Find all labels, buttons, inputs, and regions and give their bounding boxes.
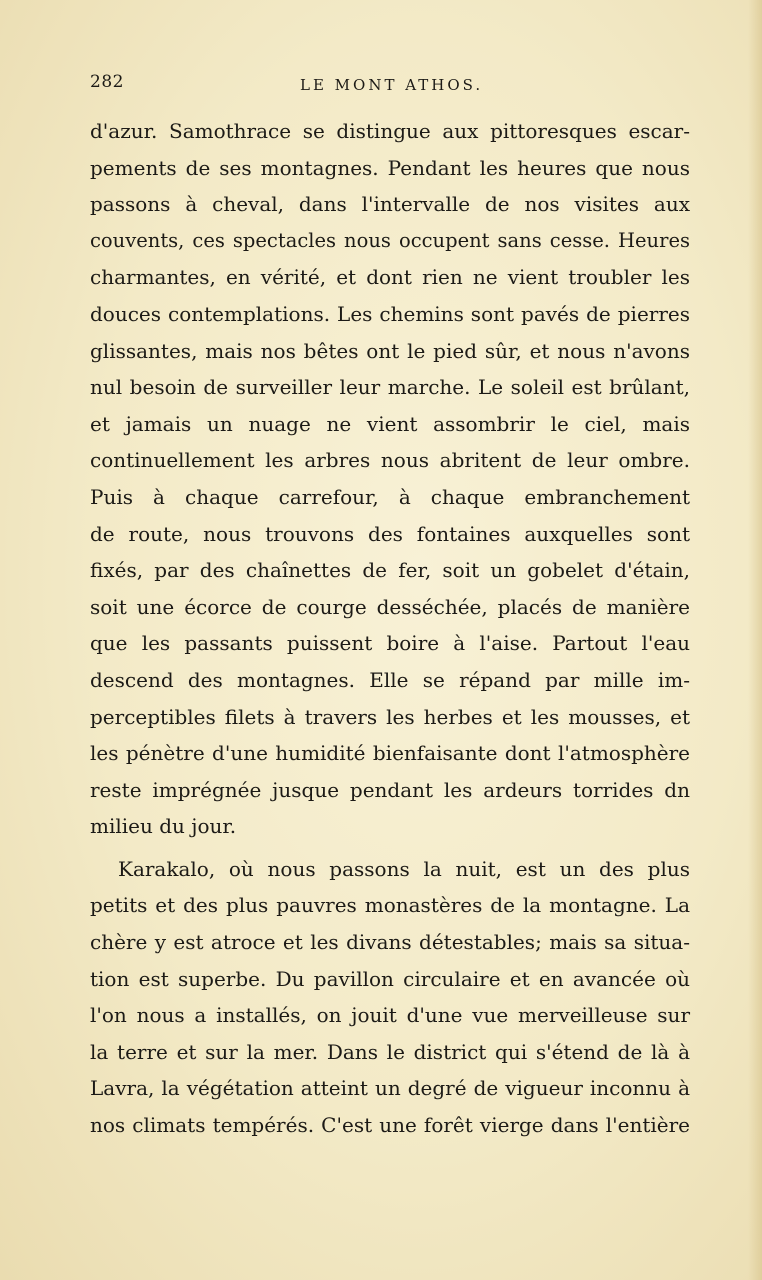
text-line: et jamais un nuage ne vient assombrir le ciel, mais <box>90 411 690 436</box>
text-line: soit une écorce de courge desséchée, placés de manière <box>90 594 690 619</box>
text-line: descend des montagnes. Elle se répand par mille im- <box>90 667 690 692</box>
text-line: tion est superbe. Du pavillon circulaire et en avancée où <box>90 966 690 991</box>
paragraph <box>90 113 690 845</box>
text-line: nul besoin de surveiller leur marche. Le soleil est brûlant, <box>90 375 690 400</box>
text-line: perceptibles filets à travers les herbes et les mousses, et <box>90 704 690 729</box>
text-line: milieu du jour. <box>90 814 237 839</box>
text-line: les pénètre d'une humidité bienfaisante dont l'atmosphère <box>90 741 690 766</box>
text-line: de route, nous trouvons des fontaines auxquelles sont <box>90 521 690 546</box>
text-line: Puis à chaque carrefour, à chaque embranchement <box>90 484 690 509</box>
text-line: fixés, par des chaînettes de fer, soit un gobelet d'étain, <box>90 558 690 583</box>
text-line: glissantes, mais nos bêtes ont le pied sûr, et nous n'avons <box>90 338 690 363</box>
page-number: 282 <box>90 72 124 92</box>
text-line: d'azur. Samothrace se distingue aux pittoresques escar- <box>90 119 690 143</box>
text-line: passons à cheval, dans l'intervalle de nos visites aux <box>90 192 690 217</box>
page-edge-shadow <box>748 0 762 1280</box>
text-line: l'on nous a installés, on jouit d'une vue merveilleuse sur <box>90 1003 690 1028</box>
page-header <box>90 72 690 102</box>
text-line: charmantes, en vérité, et dont rien ne vient troubler les <box>90 265 690 290</box>
text-line: Lavra, la végétation atteint un degré de vigueur inconnu à <box>90 1076 690 1101</box>
text-line: reste imprégnée jusque pendant les ardeurs torrides dn <box>90 777 690 802</box>
text-line: chère y est atroce et les divans détestables; mais sa situa- <box>90 930 690 955</box>
text-line: couvents, ces spectacles nous occupent sans cesse. Heures <box>90 228 690 252</box>
text-line: continuellement les arbres nous abritent de leur ombre. <box>90 448 690 473</box>
text-line: douces contemplations. Les chemins sont pavés de pierres <box>90 301 690 326</box>
text-line: pements de ses montagnes. Pendant les heures que nous <box>90 155 690 180</box>
text-line: nos climats tempérés. C'est une forêt vierge dans l'entière <box>90 1113 690 1138</box>
paragraph <box>90 851 690 1144</box>
text-line: la terre et sur la mer. Dans le district qui s'étend de là à <box>90 1039 690 1064</box>
text-line: que les passants puissent boire à l'aise. Partout l'eau <box>90 631 690 656</box>
text-line: Karakalo, où nous passons la nuit, est un des plus <box>118 856 690 881</box>
text-line: petits et des plus pauvres monastères de la montagne. La <box>90 893 690 918</box>
body-text <box>90 113 690 1144</box>
running-title: LE MONT ATHOS. <box>300 76 484 94</box>
